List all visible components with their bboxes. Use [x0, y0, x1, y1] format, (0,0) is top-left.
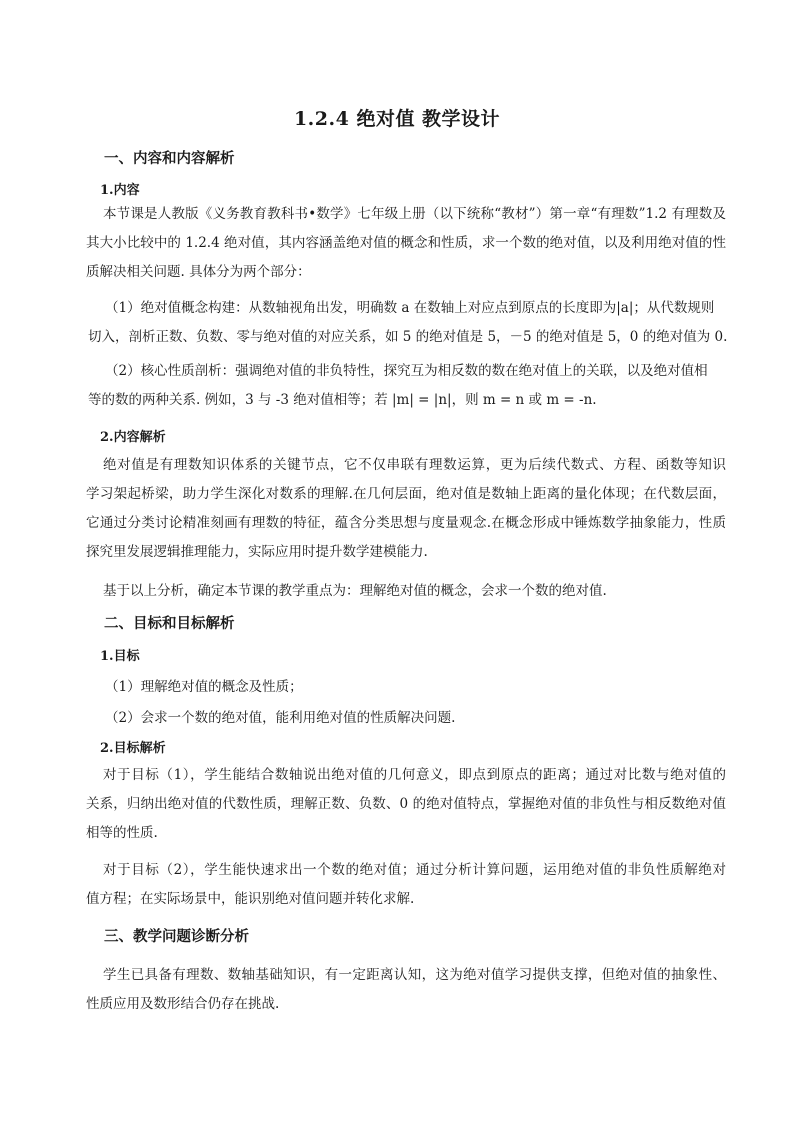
subsection-heading-content: 1.内容 [100, 183, 140, 198]
text-line: 探究里发展逻辑推理能力，实际应用时提升数学建模能力. [86, 544, 428, 560]
section-heading-3: 三、教学问题诊断分析 [104, 928, 249, 945]
text-line: 质解决相关问题. 具体分为两个部分： [86, 264, 311, 280]
subsection-heading-goal-analysis: 2.目标解析 [100, 741, 166, 756]
text-line: 其大小比较中的 1.2.4 绝对值，其内容涵盖绝对值的概念和性质，求一个数的绝对值，以及利用绝对值的性 [86, 235, 726, 251]
text-line: 关系，归纳出绝对值的代数性质，理解正数、负数、0 的绝对值特点，掌握绝对值的非负性与相反数绝对值 [86, 796, 726, 812]
text-line: 本节课是人教版《义务教育教科书•数学》七年级上册（以下统称“教材”）第一章“有理数”1.2 有理数及 [103, 206, 726, 222]
section-heading-1: 一、内容和内容解析 [104, 150, 235, 167]
text-line: 相等的性质. [86, 825, 158, 841]
teaching-focus-paragraph [86, 577, 726, 606]
text-line: 等的数的两种关系. 例如，3 与 -3 绝对值相等；若 |m| = |n|，则 m = n 或 m = -n. [88, 392, 597, 408]
content-analysis-paragraph [86, 451, 726, 567]
problem-diagnosis-paragraph [86, 961, 726, 1019]
content-intro-paragraph [86, 200, 726, 287]
goal-analysis-2 [86, 856, 726, 914]
goal-analysis-1 [86, 761, 726, 848]
text-line: 绝对值是有理数知识体系的关键节点，它不仅串联有理数运算，更为后续代数式、方程、函数等知识 [103, 457, 726, 473]
text-line: 基于以上分析，确定本节课的教学重点为：理解绝对值的概念，会求一个数的绝对值. [103, 583, 607, 599]
subsection-heading-content-analysis: 2.内容解析 [100, 430, 166, 445]
text-line: 对于目标（2），学生能快速求出一个数的绝对值；通过分析计算问题，运用绝对值的非负性质解绝对 [103, 862, 726, 878]
goal-item-2: （2）会求一个数的绝对值，能利用绝对值的性质解决问题. [105, 710, 456, 726]
content-part-1 [88, 294, 728, 352]
text-line: 它通过分类讨论精准刻画有理数的特征，蕴含分类思想与度量观念.在概念形成中锤炼数学抽象能力，性质 [86, 515, 726, 531]
text-line: 值方程；在实际场景中，能识别绝对值问题并转化求解. [86, 891, 415, 907]
subsection-heading-goals: 1.目标 [100, 649, 140, 664]
content-part-2 [88, 357, 728, 415]
text-line: 学习架起桥梁，助力学生深化对数系的理解.在几何层面，绝对值是数轴上距离的量化体现；在代数层面， [86, 486, 726, 502]
document-title: 1.2.4 绝对值 教学设计 [293, 108, 501, 130]
goal-item-1: （1）理解绝对值的概念及性质； [105, 679, 303, 695]
text-line: 学生已具备有理数、数轴基础知识，有一定距离认知，这为绝对值学习提供支撑，但绝对值的抽象性、 [103, 967, 726, 983]
text-line: 性质应用及数形结合仍存在挑战. [86, 996, 280, 1012]
section-heading-2: 二、目标和目标解析 [104, 615, 235, 632]
text-line: （2）核心性质剖析：强调绝对值的非负特性，探究互为相反数的数在绝对值上的关联，以及绝对值相 [105, 363, 708, 379]
text-line: 对于目标（1），学生能结合数轴说出绝对值的几何意义，即点到原点的距离；通过对比数与绝对值的 [103, 767, 726, 783]
text-line: （1）绝对值概念构建：从数轴视角出发，明确数 a 在数轴上对应点到原点的长度即为|a|；从代数规则 [105, 300, 715, 316]
text-line: 切入，剖析正数、负数、零与绝对值的对应关系，如 5 的绝对值是 5，－5 的绝对值是 5，0 的绝对值为 0. [88, 329, 728, 345]
